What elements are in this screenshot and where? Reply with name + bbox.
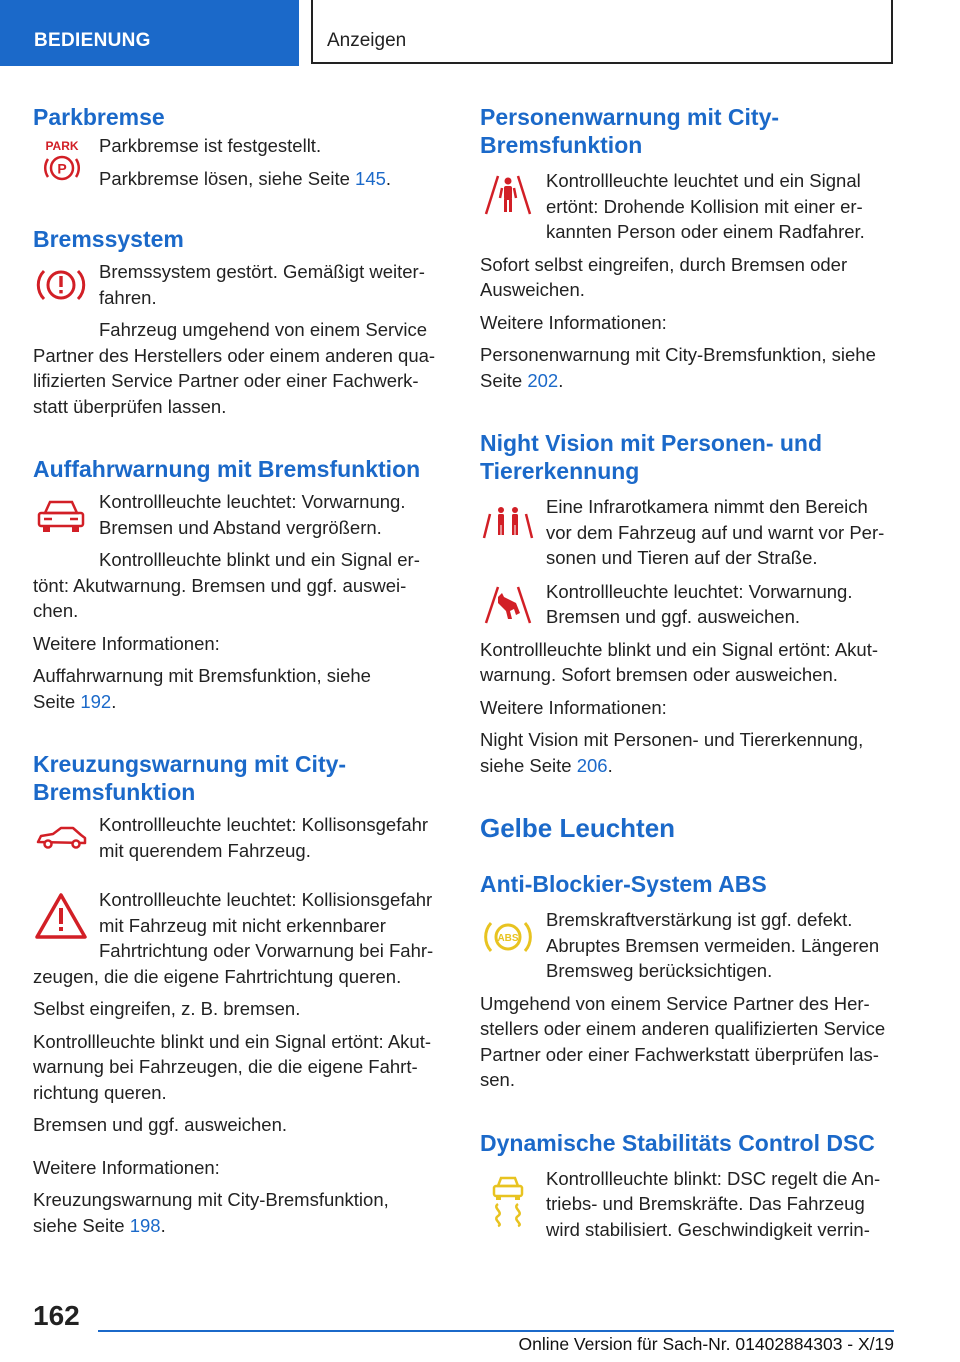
text-line: Kontrollleuchte blinkt und ein Signal ertönt: Akut- [33, 1030, 431, 1052]
right-column [480, 100, 898, 1242]
text-line: mit querendem Fahrzeug. [99, 839, 311, 861]
section-bremssystem [33, 259, 449, 419]
heading-auffahrwarnung: Auffahrwarnung mit Bremsfunktion [33, 456, 421, 482]
text-line: Fahrzeug umgehend von einem Service [99, 319, 428, 340]
text-line: Selbst eingreifen, z. B. bremsen. [33, 998, 301, 1019]
text-line: Personenwarnung mit City-Bremsfunktion, siehe [480, 344, 876, 365]
text-line: Parkbremse ist festgestellt. [99, 135, 322, 156]
text-line: Umgehend von einem Service Partner des Her- [480, 992, 870, 1014]
header-section-label: BEDIENUNG [34, 30, 151, 51]
heading-abs: Anti-Blockier-System ABS [480, 871, 767, 897]
header-topic-label: Anzeigen [327, 30, 407, 51]
text-line: Weitere Informationen: [480, 311, 667, 333]
text-line: Kontrollleuchte blinkt und ein Signal ertönt: Akut- [480, 638, 878, 660]
text-line: Auffahrwarnung mit Bremsfunktion, siehe [33, 665, 371, 686]
footer-rule [98, 1330, 894, 1332]
text-line: Kreuzungswarnung mit City-Bremsfunktion, [33, 1189, 389, 1210]
text-line: Kontrollleuchte leuchtet und ein Signal [546, 170, 861, 191]
text-line: Kontrollleuchte leuchtet: Kollisonsgefahr [99, 814, 429, 835]
page-link[interactable]: 206 [576, 754, 608, 776]
text-line: Bremsen und Abstand vergrößern. [99, 516, 382, 538]
text-line: Bremsweg berücksichtigen. [546, 960, 773, 981]
text-line: ertönt: Drohende Kollision mit einer er- [546, 195, 863, 217]
text-line: Partner des Herstellers oder einem anderen qua- [33, 344, 436, 366]
text-line: wird stabilisiert. Geschwindigkeit verrin- [546, 1218, 870, 1240]
text-line: warnung bei Fahrzeugen, die die eigene Fahrt- [33, 1056, 418, 1077]
text-line: triebs- und Bremskräfte. Das Fahrzeug [546, 1193, 865, 1214]
page-link[interactable]: 198 [129, 1214, 161, 1236]
text-line: siehe Seite 198. [33, 1214, 166, 1236]
heading-night-vision: Night Vision mit Personen- und Tiererkennung [480, 430, 823, 484]
abs-icon [480, 909, 536, 961]
text-line: sonen und Tieren auf der Straße. [546, 547, 818, 568]
text-line: richtung queren. [33, 1081, 167, 1103]
text-line: vor dem Fahrzeug auf und warnt vor Per- [546, 521, 885, 543]
heading-gelbe-leuchten: Gelbe Leuchten [480, 813, 676, 843]
car-side-icon [33, 814, 89, 862]
text-line: zeugen, die die eigene Fahrtrichtung queren. [33, 965, 402, 987]
text-line: Bremskraftverstärkung ist ggf. defekt. [546, 909, 853, 930]
text-line: Kontrollleuchte blinkt: DSC regelt die An- [546, 1167, 881, 1189]
text-line: Sofort selbst eingreifen, durch Bremsen oder [480, 253, 848, 275]
text-line: siehe Seite 206. [480, 754, 613, 776]
text-line: Night Vision mit Personen- und Tiererkennung, [480, 729, 864, 750]
heading-kreuzungswarnung: Kreuzungswarnung mit City- Bremsfunktion [33, 751, 347, 805]
text-line: Eine Infrarotkamera nimmt den Bereich [546, 496, 868, 517]
section-dsc [480, 1166, 898, 1243]
text-line: Seite 202. [480, 369, 564, 391]
svg-text:ABS: ABS [497, 933, 519, 944]
heading-parkbremse: Parkbremse [33, 104, 165, 130]
section-abs [480, 907, 898, 1093]
text-line: statt überprüfen lassen. [33, 395, 227, 417]
text-line: Weitere Informationen: [33, 632, 220, 654]
left-column [33, 100, 449, 1238]
text-line: Weitere Informationen: [33, 1156, 220, 1178]
text-line: Abruptes Bremsen vermeiden. Längeren [546, 934, 880, 956]
section-personenwarnung [480, 168, 898, 393]
header-topic-box [311, 0, 893, 64]
text-line: lifizierten Service Partner oder einer Fachwerk- [33, 370, 419, 391]
page-number: 162 [33, 1300, 80, 1331]
text-line: tönt: Akutwarnung. Bremsen und ggf. auswei- [33, 574, 407, 596]
footer-online-version: Online Version für Sach-Nr. 01402884303 - X/19 [518, 1334, 894, 1354]
pedestrian-warning-icon [480, 170, 536, 222]
page-link[interactable]: 202 [527, 369, 559, 391]
page-link[interactable]: 192 [80, 690, 112, 712]
heading-bremssystem: Bremssystem [33, 226, 184, 252]
night-vision-persons-icon [480, 496, 536, 548]
park-brake-icon [33, 135, 89, 187]
heading-personenwarnung: Personenwarnung mit City- Bremsfunktion [480, 104, 780, 158]
section-kreuzungswarnung [33, 812, 449, 1238]
text-line: Weitere Informationen: [480, 696, 667, 718]
text-line: warnung. Sofort bremsen oder ausweichen. [480, 664, 838, 685]
text-line: Kontrollleuchte leuchtet: Vorwarnung. [546, 580, 853, 602]
section-auffahrwarnung [33, 489, 449, 714]
car-front-icon [33, 491, 89, 543]
text-line: Seite 192. [33, 690, 117, 712]
text-line: Fahrtrichtung oder Vorwarnung bei Fahr- [99, 940, 434, 961]
svg-text:P: P [57, 160, 67, 177]
brake-warning-icon [33, 261, 89, 313]
heading-dsc: Dynamische Stabilitäts Control DSC [480, 1129, 875, 1156]
text-line: chen. [33, 600, 79, 621]
warning-triangle-icon [33, 889, 89, 941]
svg-text:PARK: PARK [45, 139, 79, 153]
text-line: Bremssystem gestört. Gemäßigt weiter- [99, 261, 425, 282]
text-line: Parkbremse lösen, siehe Seite 145. [99, 167, 392, 189]
header-section-tab [0, 0, 299, 66]
dsc-skidding-car-icon [480, 1168, 536, 1228]
text-line: Kontrollleuchte leuchtet: Kollisionsgefahr [99, 889, 433, 910]
page-link[interactable]: 145 [355, 167, 386, 189]
section-night-vision [480, 494, 898, 778]
text-line: Bremsen und ggf. ausweichen. [546, 606, 801, 627]
text-line: Kontrollleuchte blinkt und ein Signal er- [99, 549, 420, 570]
text-line: sen. [480, 1069, 515, 1090]
text-line: Kontrollleuchte leuchtet: Vorwarnung. [99, 491, 406, 512]
text-line: stellers oder einem anderen qualifizierten Service [480, 1018, 886, 1039]
text-line: Bremsen und ggf. ausweichen. [33, 1114, 288, 1135]
text-line: Partner oder einer Fachwerkstatt überprüfen las- [480, 1043, 879, 1065]
section-parkbremse [33, 133, 449, 191]
text-line: Ausweichen. [480, 279, 585, 300]
text-line: kannten Person oder einem Radfahrer. [546, 221, 865, 242]
text-line: mit Fahrzeug mit nicht erkennbarer [99, 914, 386, 936]
text-line: fahren. [99, 286, 157, 308]
animal-warning-icon [480, 581, 536, 633]
